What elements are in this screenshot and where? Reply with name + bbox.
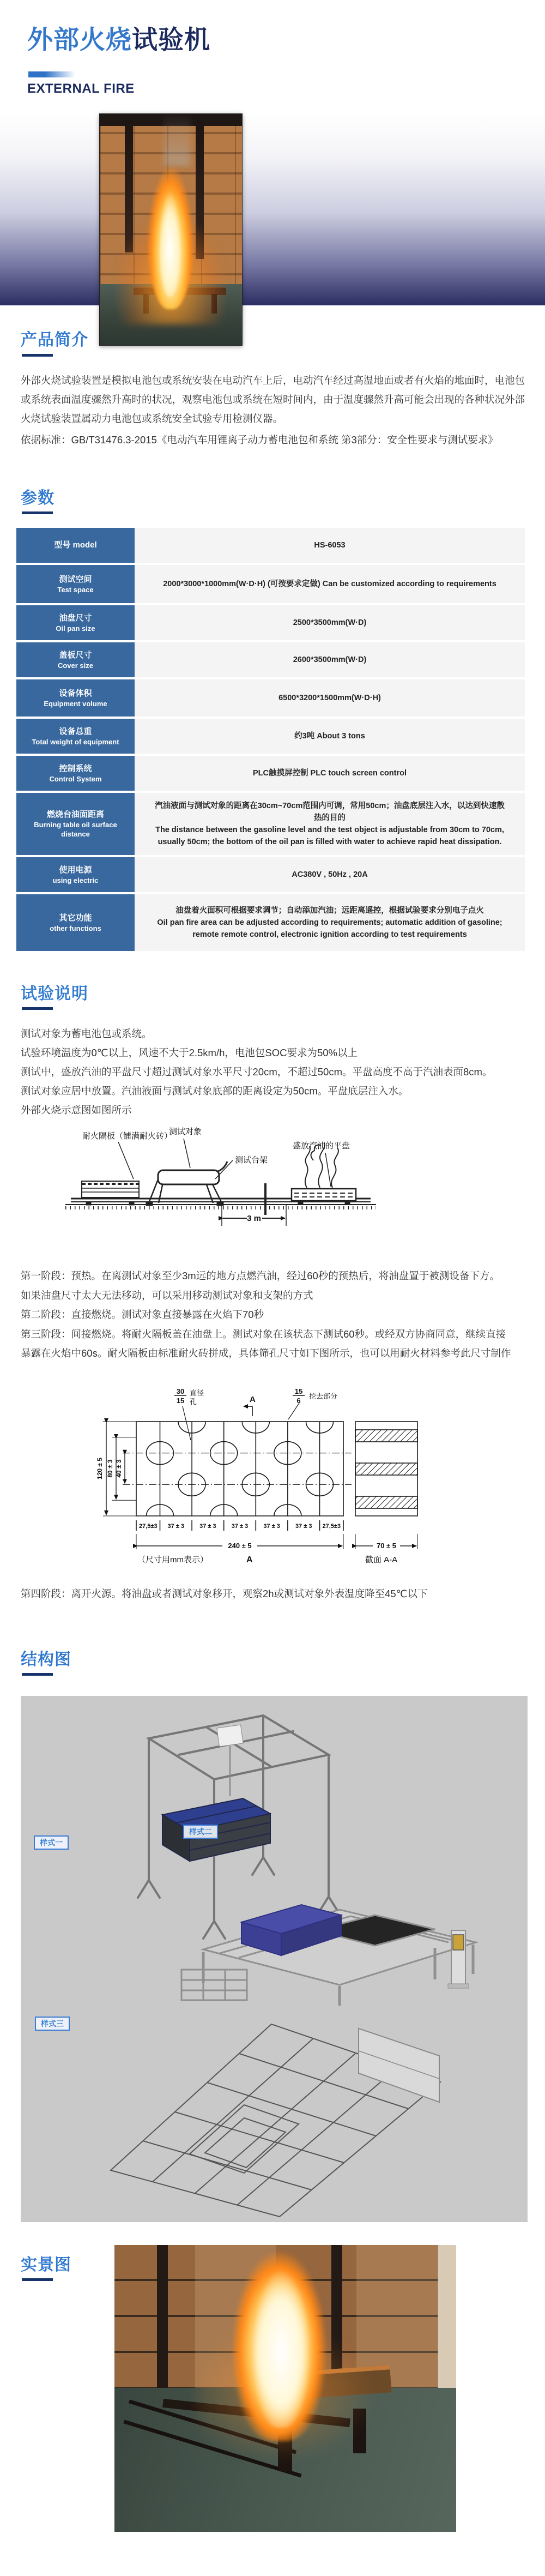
schematic-label-firewall: 耐火隔板（铺满耐火砖）: [82, 1131, 173, 1141]
drawing-a-bottom: A: [246, 1555, 253, 1564]
drawing-dim-seg: 27,5±3: [322, 1523, 341, 1530]
schematic-dim-3m: 3 m: [247, 1214, 261, 1223]
flame-core: [159, 179, 181, 297]
section-heading-structure: 结构图: [21, 1651, 71, 1669]
drawing-dim-seg: 37 ± 3: [263, 1523, 280, 1530]
drawing-hole-text2: 孔: [190, 1398, 197, 1406]
param-label: 使用电源 using electric: [16, 857, 135, 892]
drawing-dim-seg: 37 ± 3: [199, 1523, 216, 1530]
schematic-label-stand: 测试台架: [235, 1155, 268, 1165]
param-row: [16, 642, 525, 677]
drawing-notch-text: 挖去部分: [309, 1392, 338, 1400]
heading-underline: [22, 1673, 53, 1676]
schematic-label-pan: 盛放汽油的平盘: [293, 1141, 350, 1151]
drawing-dim-section: 70 ± 5: [376, 1542, 397, 1550]
heading-underline: [22, 1007, 53, 1010]
structure-style3-render: [64, 1990, 457, 2219]
drawing-notch-den: 6: [296, 1397, 301, 1405]
drawing-dim-40: 40 ± 3: [115, 1459, 123, 1478]
section-heading-params: 参数: [21, 489, 55, 507]
drawing-dim-seg: 37 ± 3: [295, 1523, 312, 1530]
fire-test-schematic: [57, 1122, 384, 1231]
test-phase-line: 第二阶段：直接燃烧。测试对象直接暴露在火焰下70秒: [21, 1309, 264, 1320]
heading-underline: [22, 511, 53, 514]
page-subtitle: EXTERNAL FIRE: [27, 81, 135, 96]
param-label: 燃烧台油面距离 Burning table oil surface distance: [16, 793, 135, 855]
test-description-line: 测试对象应居中放置。汽油液面与测试对象底部的距离设定为50cm。平盘底层注入水。: [21, 1085, 409, 1097]
drawing-dim-seg: 27,5±3: [139, 1523, 158, 1530]
param-row: [16, 605, 525, 640]
test-description-line: 测试对象为蓄电池包或系统。: [21, 1028, 152, 1039]
standard-reference: 依据标准：GB/T31476.3-2015《电动汽车用锂离子动力蓄电池包和系统 第3部分：安全性要求与测试要求》: [21, 434, 498, 446]
param-row: [16, 719, 525, 754]
test-description: [21, 1024, 526, 1120]
page-title: [27, 20, 210, 56]
drawing-caption: （尺寸用mm表示）: [137, 1555, 208, 1564]
param-value: 2000*3000*1000mm(W·D·H) (可按要求定做) Can be customized according to requirements: [135, 565, 525, 603]
drawing-section-label: 截面 A-A: [365, 1555, 398, 1564]
section-heading-intro: 产品简介: [21, 331, 88, 349]
drawing-dim-total: 240 ± 5: [228, 1542, 252, 1550]
param-label: 设备体积 Equipment volume: [16, 679, 135, 717]
param-value: AC380V , 50Hz , 20A: [135, 857, 525, 892]
param-row: [16, 565, 525, 603]
param-label: 其它功能 other functions: [16, 894, 135, 951]
real-scene-photo: [114, 2245, 456, 2532]
param-value: 2500*3500mm(W·D): [135, 605, 525, 640]
param-label: 油盘尺寸 Oil pan size: [16, 605, 135, 640]
style-label-1: 样式一: [34, 1835, 69, 1850]
schematic-label-object: 测试对象: [169, 1127, 202, 1136]
test-phases: [21, 1266, 511, 1363]
style-label-3: 样式三: [35, 2017, 70, 2031]
page-title-rest: 试验机: [132, 25, 210, 54]
structure-canvas: [21, 1696, 528, 2222]
title-underline-gradient: [28, 71, 75, 77]
param-row: [16, 793, 525, 855]
photo-column: [157, 2245, 168, 2399]
drawing-dim-120: 120 ± 5: [96, 1458, 104, 1479]
drawing-dim-80: 80 ± 3: [106, 1459, 114, 1478]
photo-wall-strip: [438, 2245, 456, 2409]
drawing-notch-num: 15: [294, 1388, 303, 1395]
param-label: 控制系统 Control System: [16, 756, 135, 791]
section-heading-real: 实景图: [21, 2256, 71, 2274]
param-label: 盖板尺寸 Cover size: [16, 642, 135, 677]
param-row: [16, 528, 525, 563]
page-title-highlight: 外部火烧: [27, 25, 132, 54]
test-phase-line: 如果油盘尺寸太大无法移动，可以采用移动测试对象和支架的方式: [21, 1289, 313, 1301]
param-value: 2600*3500mm(W·D): [135, 642, 525, 677]
param-value: 约3吨 About 3 tons: [135, 719, 525, 754]
heading-underline: [22, 354, 53, 357]
param-row: [16, 756, 525, 791]
heading-underline: [22, 2278, 53, 2281]
drawing-dim-seg: 37 ± 3: [231, 1523, 249, 1530]
test-description-line: 测试中，盛放汽油的平盘尺寸超过测试对象水平尺寸20cm，不超过50cm。平盘高度不高于汽油表面8cm。: [21, 1066, 493, 1078]
params-table: [16, 526, 525, 953]
test-phase-line: 第三阶段：间接燃烧。将耐火隔板盖在油盘上。测试对象在该状态下测试60秒。或经双方协商同意，继续直接暴露在火焰中60s。耐火隔板由标准耐火砖拼成，具体筛孔尺寸如下图所示，也可以用耐火材料参考此尺寸制作: [21, 1328, 511, 1359]
param-row: [16, 679, 525, 717]
section-heading-test: 试验说明: [21, 985, 88, 1003]
param-label: 型号 model: [16, 528, 135, 563]
param-value: HS-6053: [135, 528, 525, 563]
param-value: 汽油液面与测试对象的距离在30cm~70cm范围内可调，常用50cm；油盘底层注入水，以达到快速散热的目的 The distance between the gasoline level and the test object is adjustable from 30cm to 70cm, usually 50cm; the bottom of the oil pan is filled with water to achieve rapid heat dissipation.: [135, 793, 525, 855]
param-value: 6500*3200*1500mm(W·D·H): [135, 679, 525, 717]
test-description-line: 试验环境温度为0℃以上，风速不大于2.5km/h，电池包SOC要求为50%以上: [21, 1047, 358, 1058]
param-value: PLC触摸屏控制 PLC touch screen control: [135, 756, 525, 791]
test-description-line: 外部火烧示意图如图所示: [21, 1104, 132, 1116]
firebrick-drawing: [90, 1388, 455, 1581]
param-row: [16, 857, 525, 892]
flame-core: [252, 2261, 311, 2428]
drawing-hole-den: 15: [176, 1397, 185, 1405]
test-phase-line: 第一阶段：预热。在离测试对象至少3m远的地方点燃汽油，经过60秒的预热后，将油盘置于被测设备下方。: [21, 1270, 500, 1281]
param-label: 测试空间 Test space: [16, 565, 135, 603]
style-label-2: 样式二: [183, 1825, 218, 1839]
intro-paragraph: 外部火烧试验装置是模拟电池包或系统安装在电动汽车上后，电动汽车经过高温地面或者有火焰的地面时，电池包或系统表面温度骤然升高时的状况，观察电池包或系统在短时间内，由于温度骤然升高可能会出现的各种状况外部火烧试验装置属动力电池包或系统安全试验专用检测仪器。: [21, 375, 525, 424]
param-label: 设备总重 Total weight of equipment: [16, 719, 135, 754]
drawing-hole-text1: 直径: [190, 1389, 204, 1397]
hero-banner: [0, 113, 545, 305]
test-phase4: 第四阶段：离开火源。将油盘或者测试对象移开，观察2h或测试对象外表温度降至45℃以下: [21, 1588, 428, 1599]
param-row: [16, 894, 525, 951]
structure-style2-render: [179, 1849, 484, 2007]
param-value: 油盘着火面积可根据要求调节；自动添加汽油；远距离遥控，根据试验要求分别电子点火 Oil pan fire area can be adjusted according to requirements; automatic addition of gasoline; remote remote control, electronic ignition according to test requirements: [135, 894, 525, 951]
hero-photo: [99, 113, 243, 346]
drawing-hole-num: 30: [176, 1388, 185, 1395]
drawing-dim-seg: 37 ± 3: [167, 1523, 185, 1530]
drawing-a-top: A: [250, 1395, 256, 1404]
